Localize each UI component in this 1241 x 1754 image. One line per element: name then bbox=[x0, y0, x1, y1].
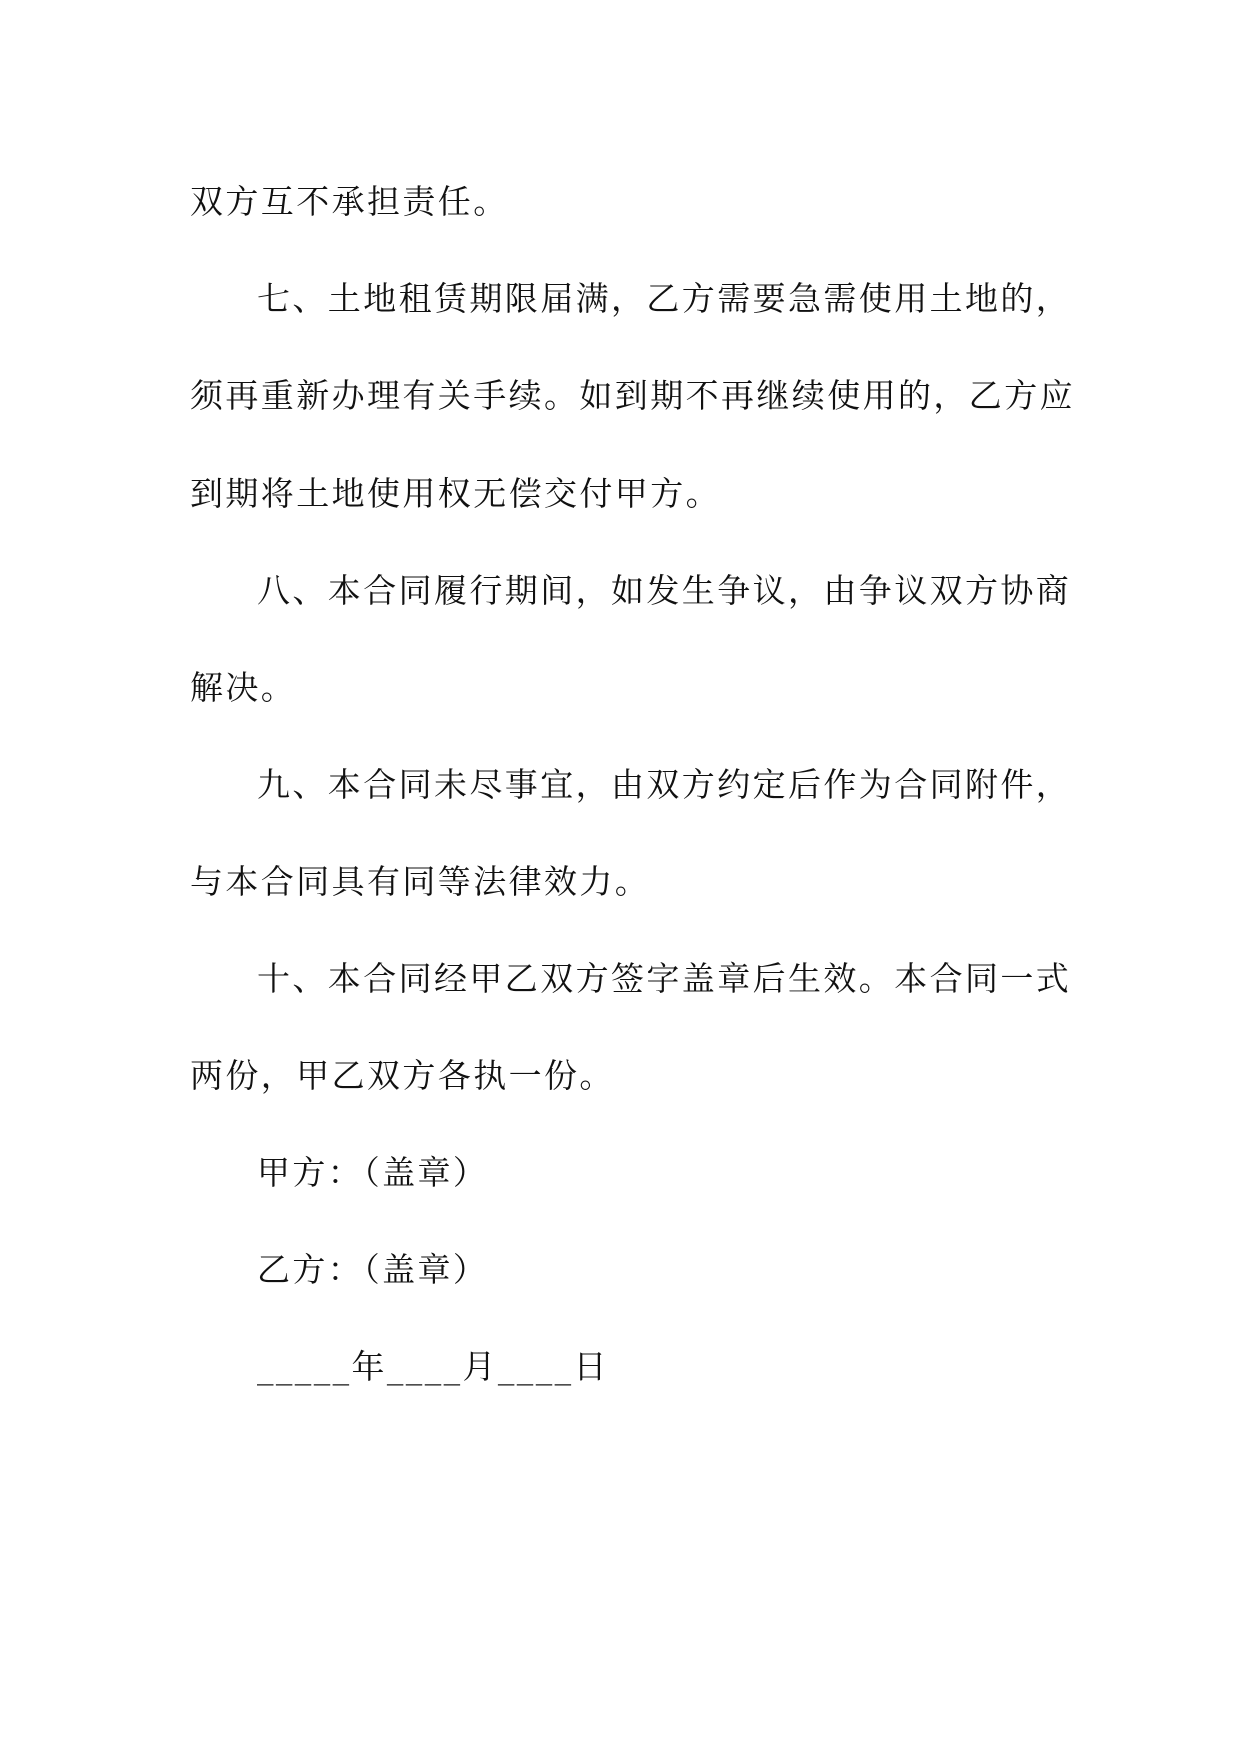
clause-7-line: 七、土地租赁期限届满，乙方需要急需使用土地的， bbox=[257, 279, 1072, 318]
clause-7-line: 须再重新办理有关手续。如到期不再继续使用的，乙方应 bbox=[190, 376, 1075, 415]
paragraph-line: 双方互不承担责任。 bbox=[190, 182, 509, 221]
clause-8-line: 解决。 bbox=[190, 668, 297, 707]
clause-8-line: 八、本合同履行期间，如发生争议，由争议双方协商 bbox=[257, 571, 1072, 610]
clause-7-line: 到期将土地使用权无偿交付甲方。 bbox=[190, 474, 721, 513]
party-a-signature: 甲方：（盖章） bbox=[257, 1153, 489, 1192]
clause-9-line: 与本合同具有同等法律效力。 bbox=[190, 862, 651, 901]
clause-9-line: 九、本合同未尽事宜，由双方约定后作为合同附件， bbox=[257, 765, 1072, 804]
clause-10-line: 十、本合同经甲乙双方签字盖章后生效。本合同一式 bbox=[257, 959, 1072, 998]
date-line: _____年____月____日 bbox=[257, 1347, 609, 1386]
clause-10-line: 两份，甲乙双方各执一份。 bbox=[190, 1056, 615, 1095]
party-b-signature: 乙方：（盖章） bbox=[257, 1250, 489, 1289]
